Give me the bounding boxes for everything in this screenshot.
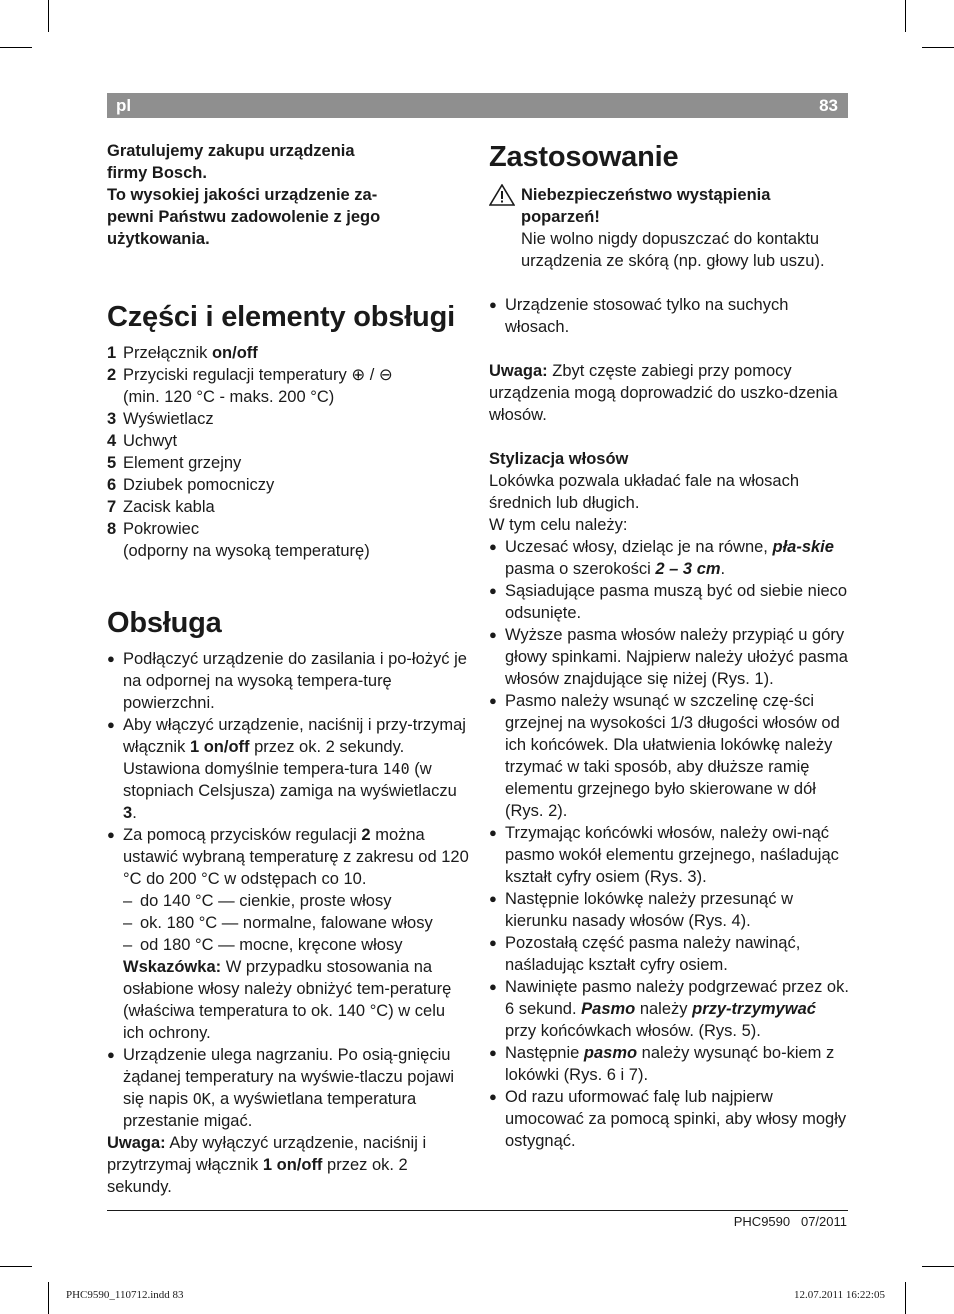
display-readout: OK	[192, 1090, 211, 1108]
item-text: Za pomocą przycisków regulacji	[123, 826, 362, 844]
item-text: Urządzenie ulega nagrzaniu. Po osią-gnięciu żądanej temperatury na wyświe-tlaczu pojawi się napis	[123, 1046, 455, 1108]
parts-heading: Części i elementy obsługi	[107, 301, 455, 333]
item-bold-text: 1 on/off	[189, 738, 250, 756]
item-emphasis: pła-skie	[772, 538, 834, 556]
item-number: 7	[107, 498, 117, 516]
list-item: ● Trzymając końcówki włosów, należy owi-nąć pasmo wokół elementu grzejnego, naśladując kształt cyfry osiem (Rys. 3).	[489, 822, 851, 888]
crop-mark	[48, 0, 49, 32]
list-item: ● Następnie lokówkę należy przesunąć w kierunku nasady włosów (Rys. 4).	[489, 888, 851, 932]
item-number: 1	[107, 344, 117, 362]
intro-line: Gratulujemy zakupu urządzenia	[107, 142, 355, 160]
list-item: ● Urządzenie stosować tylko na suchych włosach.	[489, 294, 851, 338]
list-item: ● Od razu uformować falę lub najpierw umocować za pomocą spinki, aby włosy mogły ostygnąć.	[489, 1086, 851, 1152]
item-text: .	[720, 560, 726, 578]
crop-mark	[48, 1282, 49, 1314]
list-item	[107, 518, 469, 562]
list-item: ● Wyższe pasma włosów należy przypiąć u góry głowy spinkami. Najpierw należy ułożyć pasma włosów znajdujące się niżej (Rys. 1).	[489, 624, 851, 690]
intro-line: pewni Państwu zadowolenie z jego	[107, 208, 381, 226]
warning-title: Niebezpieczeństwo wystąpienia poparzeń!	[521, 186, 771, 226]
list-item: ● Pasmo należy wsunąć w szczelinę czę-ści grzejnej na wysokości 1/3 długości włosów od ich końcówek. Dla ułatwienia lokówkę należy trzymać w taki sposób, aby dłuższe ramię elementu grzejnego było skierowane w dół (Rys. 2).	[489, 690, 851, 822]
intro-paragraph	[107, 140, 469, 250]
model-number: PHC9590	[733, 1214, 791, 1229]
crop-mark	[922, 1266, 954, 1267]
item-text: Wyświetlacz	[123, 410, 214, 428]
list-item: – od 180 °C — mocne, kręcone włosy	[123, 934, 469, 956]
item-text: Uczesać włosy, dzieląc je na równe,	[505, 538, 773, 556]
item-number: 2	[107, 366, 117, 384]
usage-heading: Zastosowanie	[489, 141, 679, 173]
item-emphasis: Pasmo	[581, 1000, 636, 1018]
item-text: Aby włączyć urządzenie, naciśnij i przy-trzymaj włącznik	[123, 716, 466, 756]
intro-line: firmy Bosch.	[107, 164, 207, 182]
item-bold-text: on/off	[211, 344, 258, 362]
intro-line: użytkowania.	[107, 230, 210, 248]
note-text: przez ok. 2 sekundy.	[107, 1156, 408, 1196]
item-text-line2: (min. 120 °C - maks. 200 °C)	[123, 388, 335, 406]
note-label: Uwaga:	[489, 362, 548, 380]
item-emphasis: przy-trzymywać	[692, 1000, 816, 1018]
list-item	[107, 342, 469, 364]
display-readout: 140	[382, 760, 410, 778]
list-item	[107, 474, 469, 496]
item-text: Następnie	[505, 1044, 584, 1062]
intro-line: To wysokiej jakości urządzenie za-	[107, 186, 378, 204]
note-text: Aby wyłączyć urządzenie, naciśnij i przytrzymaj włącznik	[107, 1134, 427, 1174]
tip-paragraph	[123, 956, 469, 1044]
item-text: Nawinięte pasmo należy podgrzewać przez ok. 6 sekund.	[505, 978, 849, 1018]
item-bold-text: 3	[123, 804, 133, 822]
styling-intro: Lokówka pozwala układać fale na włosach średnich lub długich.	[489, 472, 800, 512]
list-item: ● Sąsiadujące pasma muszą być od siebie nieco odsunięte.	[489, 580, 851, 624]
language-code: pl	[116, 96, 132, 115]
note-text: Zbyt częste zabiegi przy pomocy urządzenia mogą doprowadzić do uszko-dzenia włosów.	[489, 362, 838, 424]
crop-mark	[0, 47, 32, 48]
usage-list	[489, 294, 851, 338]
item-number: 8	[107, 520, 117, 538]
list-item	[107, 1044, 469, 1132]
item-text: Dziubek pomocniczy	[123, 476, 275, 494]
item-text-line2: (odporny na wysoką temperaturę)	[123, 542, 370, 560]
item-text: Przełącznik	[123, 344, 212, 362]
item-text: Element grzejny	[123, 454, 242, 472]
warning-text: Nie wolno nigdy dopuszczać do kontaktu urządzenia ze skórą (np. głowy lub uszu).	[521, 230, 825, 270]
item-bold-text: 2	[361, 826, 371, 844]
list-item: – ok. 180 °C — normalne, falowane włosy	[123, 912, 469, 934]
crop-mark	[905, 0, 906, 32]
styling-lead: W tym celu należy:	[489, 516, 628, 534]
styling-heading	[489, 448, 851, 470]
tip-label: Wskazówka:	[123, 958, 222, 976]
note-bold-text: 1 on/off	[262, 1156, 323, 1174]
page-number: 83	[819, 96, 838, 115]
list-item	[107, 430, 469, 452]
item-text: Pokrowiec	[123, 520, 200, 538]
item-text: Podłączyć urządzenie do zasilania i po-łożyć je na odpornej na wysoką tempera-turę powierzchni.	[123, 650, 467, 712]
item-emphasis: 2 – 3 cm	[655, 560, 721, 578]
list-item: ● Pozostałą część pasma należy nawinąć, naśladując kształt cyfry osiem.	[489, 932, 851, 976]
parts-list	[107, 342, 469, 562]
operation-heading: Obsługa	[107, 607, 222, 639]
item-text: można ustawić wybraną temperaturę z zakresu od 120 °C do 200 °C w odstępach co 10.	[123, 826, 469, 888]
item-emphasis: pasmo	[583, 1044, 638, 1062]
usage-note	[489, 360, 851, 426]
tip-text: W przypadku stosowania na osłabione włosy należy obniżyć tem-peraturę (właściwa temperatura to ok. 140 °C) w celu ich ochrony.	[123, 958, 452, 1042]
page-header-bar	[107, 93, 848, 118]
note-paragraph	[107, 1132, 469, 1198]
styling-steps	[489, 536, 851, 1152]
operation-list	[107, 648, 469, 1132]
list-item	[107, 496, 469, 518]
list-item	[489, 976, 851, 1042]
item-number: 5	[107, 454, 117, 472]
item-text: Zacisk kabla	[123, 498, 215, 516]
edition-date: 07/2011	[800, 1214, 847, 1229]
footer-model-info	[734, 1214, 847, 1229]
item-text: należy wysunąć bo-kiem z lokówki (Rys. 6 i 7).	[505, 1044, 835, 1084]
list-item	[107, 648, 469, 714]
list-item	[489, 536, 851, 580]
item-text: Przyciski regulacji temperatury ⊕ / ⊖	[123, 366, 393, 384]
crop-mark	[0, 1266, 32, 1267]
warning-triangle-icon	[489, 184, 515, 212]
item-text: (w stopniach Celsjusza) zamiga na wyświetlaczu	[123, 760, 457, 800]
item-text: przez ok. 2 sekundy. Ustawiona domyślnie tempera-tura	[123, 738, 405, 778]
item-text: przy końcówkach włosów. (Rys. 5).	[505, 1022, 761, 1040]
list-item	[107, 824, 469, 1044]
temperature-guide	[123, 890, 469, 956]
print-slug-file: PHC9590_110712.indd 83	[66, 1289, 184, 1301]
list-item	[107, 364, 469, 408]
list-item	[107, 408, 469, 430]
list-item	[107, 452, 469, 474]
item-text: pasma o szerokości	[505, 560, 656, 578]
list-item	[489, 1042, 851, 1086]
warning-block	[489, 184, 851, 272]
item-number: 3	[107, 410, 117, 428]
list-item: – do 140 °C — cienkie, proste włosy	[123, 890, 469, 912]
item-text: Uchwyt	[123, 432, 178, 450]
item-text: .	[132, 804, 137, 822]
footer-rule	[107, 1210, 848, 1211]
crop-mark	[905, 1282, 906, 1314]
styling-title: Stylizacja włosów	[489, 450, 629, 468]
left-column	[107, 140, 469, 1198]
item-number: 6	[107, 476, 117, 494]
print-slug-timestamp: 12.07.2011 16:22:05	[794, 1289, 885, 1301]
item-number: 4	[107, 432, 117, 450]
item-text: , a wyświetlana temperatura przestanie migać.	[123, 1090, 417, 1130]
item-text: należy	[635, 1000, 693, 1018]
right-column	[489, 140, 851, 1152]
crop-mark	[922, 47, 954, 48]
note-label: Uwaga:	[107, 1134, 166, 1152]
list-item	[107, 714, 469, 824]
